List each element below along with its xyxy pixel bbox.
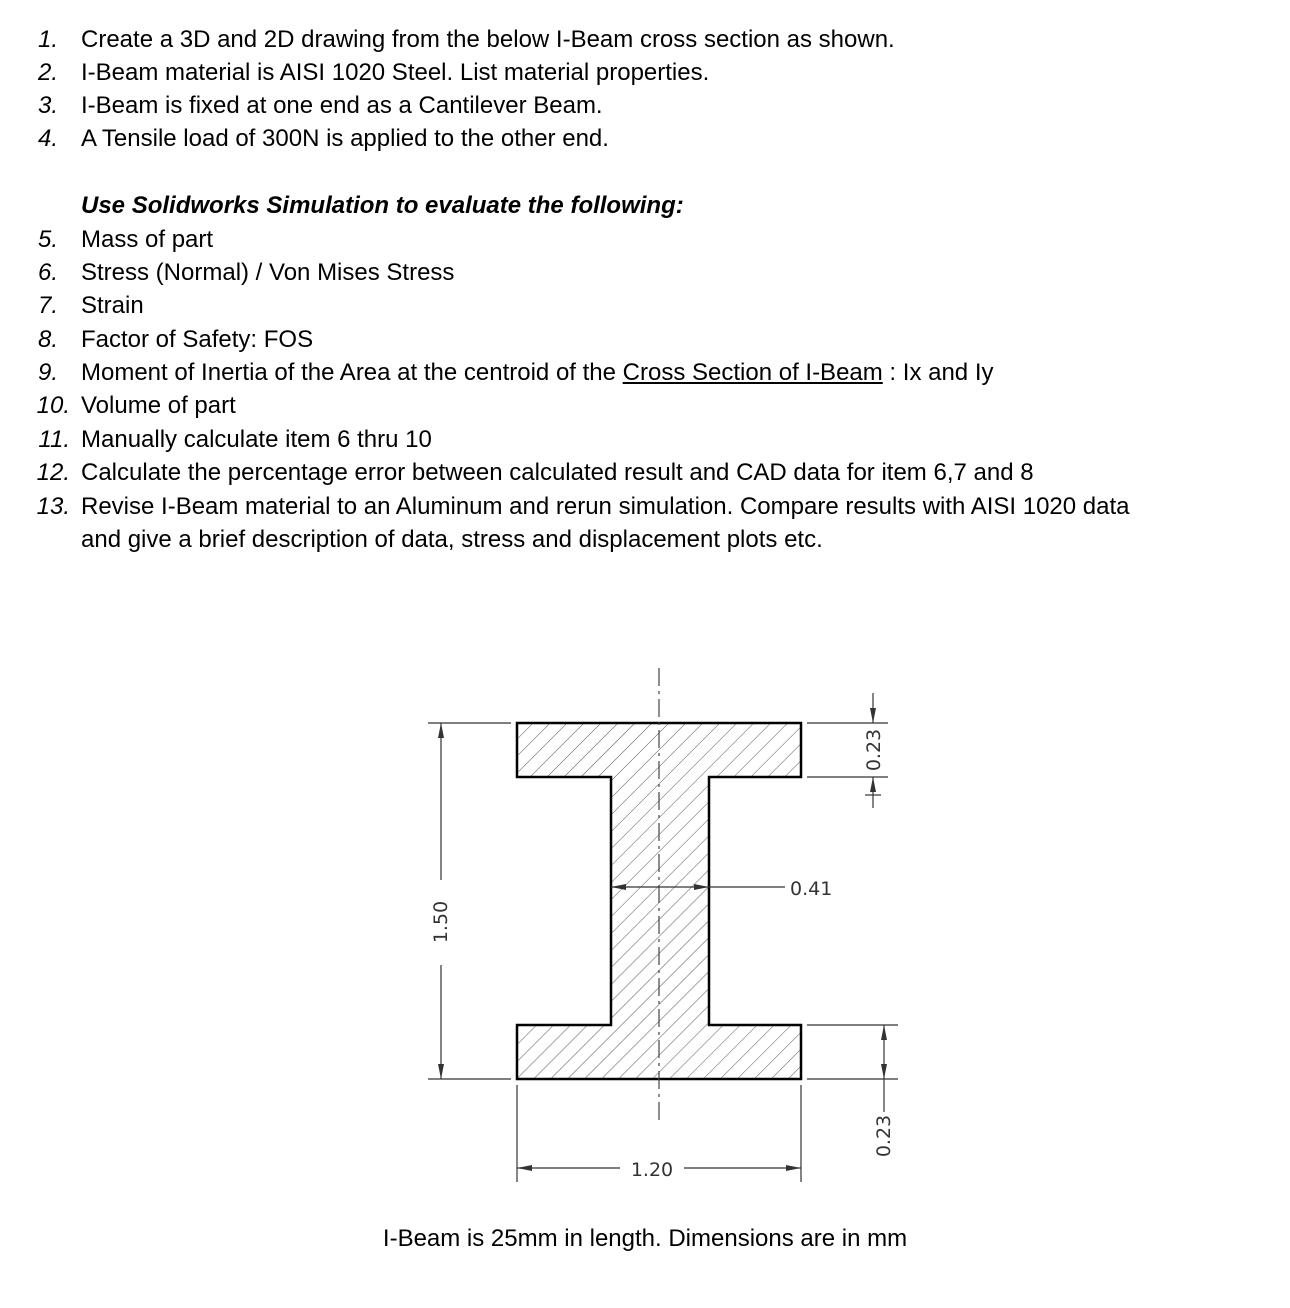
item-text: Stress (Normal) / Von Mises Stress [81, 259, 455, 286]
item-number: 9. [37, 359, 58, 386]
item-text: Factor of Safety: FOS [81, 326, 314, 353]
item-text: and give a brief description of data, stress and displacement plots etc. [81, 526, 823, 553]
item-number: 6. [37, 259, 58, 286]
item-number: 1. [37, 26, 58, 53]
item-text: Strain [81, 292, 144, 319]
item-number: 8. [37, 326, 58, 353]
item-number: 5. [37, 226, 58, 253]
item-text-after: : Ix and Iy [882, 359, 994, 386]
width-dimension-label: 1.20 [630, 1159, 674, 1181]
item-text: I-Beam material is AISI 1020 Steel. List material properties. [81, 59, 710, 86]
item-number: 10. [36, 392, 70, 419]
item-text-before: Moment of Inertia of the Area at the centroid of the [81, 359, 623, 386]
item-text: Mass of part [81, 226, 214, 253]
item-text: I-Beam is fixed at one end as a Cantilever Beam. [81, 92, 603, 119]
item-text: A Tensile load of 300N is applied to the other end. [81, 125, 609, 152]
item-text: Manually calculate item 6 thru 10 [81, 426, 432, 453]
item-number: 3. [37, 92, 58, 119]
web-thickness-label: 0.41 [790, 878, 833, 900]
section-heading: Use Solidworks Simulation to evaluate the following: [81, 192, 684, 219]
item-number: 11. [38, 426, 70, 453]
item-text: Create a 3D and 2D drawing from the below I-Beam cross section as shown. [81, 26, 895, 53]
item-number: 12. [36, 459, 70, 486]
item-text: Revise I-Beam material to an Aluminum and rerun simulation. Compare results with AISI 1020 data [81, 493, 1130, 520]
top-flange-label: 0.23 [863, 728, 885, 772]
item-number: 13. [36, 493, 70, 520]
item-number: 2. [37, 59, 58, 86]
cross-section-reference: Cross Section of I-Beam [622, 359, 883, 386]
bottom-flange-label: 0.23 [873, 1114, 895, 1158]
item-text: Volume of part [81, 392, 236, 419]
bottom-flange-dimension [807, 1025, 898, 1112]
item-number: 4. [37, 125, 58, 152]
item-text: Calculate the percentage error between calculated result and CAD data for item 6,7 and 8 [81, 459, 1034, 486]
height-dimension-label: 1.50 [430, 900, 452, 944]
drawing-caption: I-Beam is 25mm in length. Dimensions are in mm [382, 1225, 908, 1252]
item-number: 7. [37, 292, 58, 319]
